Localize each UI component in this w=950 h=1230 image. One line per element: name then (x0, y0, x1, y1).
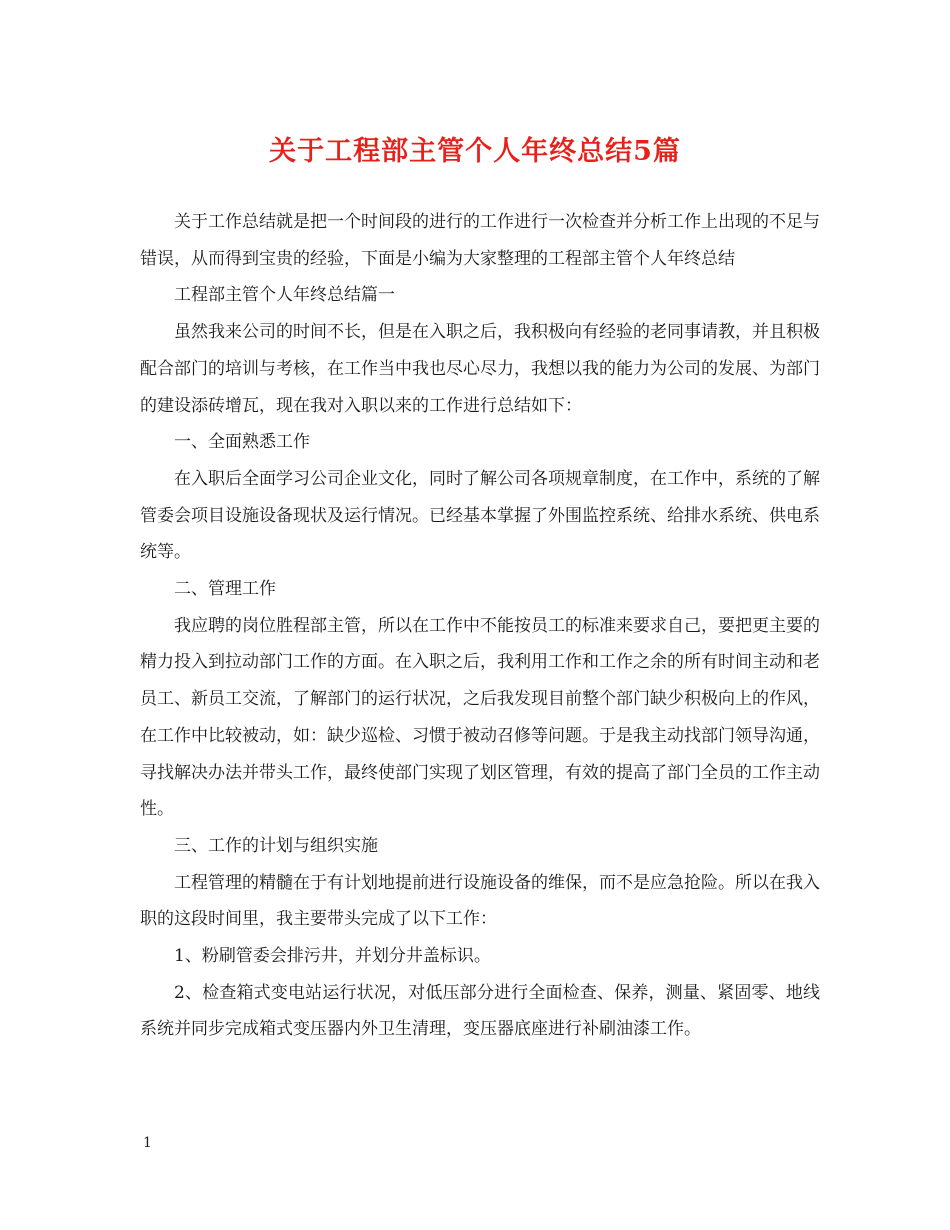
page-number: 1 (143, 1135, 152, 1151)
section-heading-part-one: 工程部主管个人年终总结篇一 (174, 285, 395, 306)
intro-paragraph: 关于工作总结就是把一个时间段的进行的工作进行一次检查并分析工作上出现的不足与错误，从而得到宝贵的经验，下面是小编为大家整理的工程部主管个人年终总结 (140, 212, 820, 269)
subheading-familiarize-work: 一、全面熟悉工作 (174, 432, 310, 453)
body-paragraph: 工程管理的精髓在于有计划地提前进行设施设备的维保，而不是应急抢险。所以在我入职的这段时间里，我主要带头完成了以下工作： (140, 872, 820, 930)
body-paragraph: 在入职后全面学习公司企业文化，同时了解公司各项规章制度，在工作中，系统的了解管委会项目设施设备现状及运行情况。已经基本掌握了外围监控系统、给排水系统、供电系统等。 (140, 468, 820, 563)
document-title: 关于工程部主管个人年终总结5篇 (269, 136, 681, 167)
subheading-management-work: 二、管理工作 (174, 579, 276, 600)
body-paragraph: 我应聘的岗位胜程部主管，所以在工作中不能按员工的标准来要求自己，要把更主要的精力投入到拉动部门工作的方面。在入职之后，我利用工作和工作之余的所有时间主动和老员工、新员工交流，了解部门的运行状况，之后我发现目前整个部门缺少积极向上的作风，在工作中比较被动，如：缺少巡检、习惯于被动召修等问题。于是我主动找部门领导沟通，寻找解决办法并带头工作，最终使部门实现了划区管理，有效的提高了部门全员的工作主动性。 (140, 615, 820, 820)
body-paragraph: 虽然我来公司的时间不长，但是在入职之后，我积极向有经验的老同事请教，并且积极配合部门的培训与考核，在工作当中我也尽心尽力，我想以我的能力为公司的发展、为部门的建设添砖增瓦，现在我对入职以来的工作进行总结如下： (140, 322, 820, 416)
list-item: 2、检查箱式变电站运行状况，对低压部分进行全面检查、保养，测量、紧固零、地线系统并同步完成箱式变压器内外卫生清理，变压器底座进行补刷油漆工作。 (140, 982, 820, 1040)
list-item: 1、粉刷管委会排污井，并划分井盖标识。 (174, 946, 491, 967)
subheading-planning: 三、工作的计划与组织实施 (174, 835, 378, 856)
document-body (140, 204, 820, 1048)
